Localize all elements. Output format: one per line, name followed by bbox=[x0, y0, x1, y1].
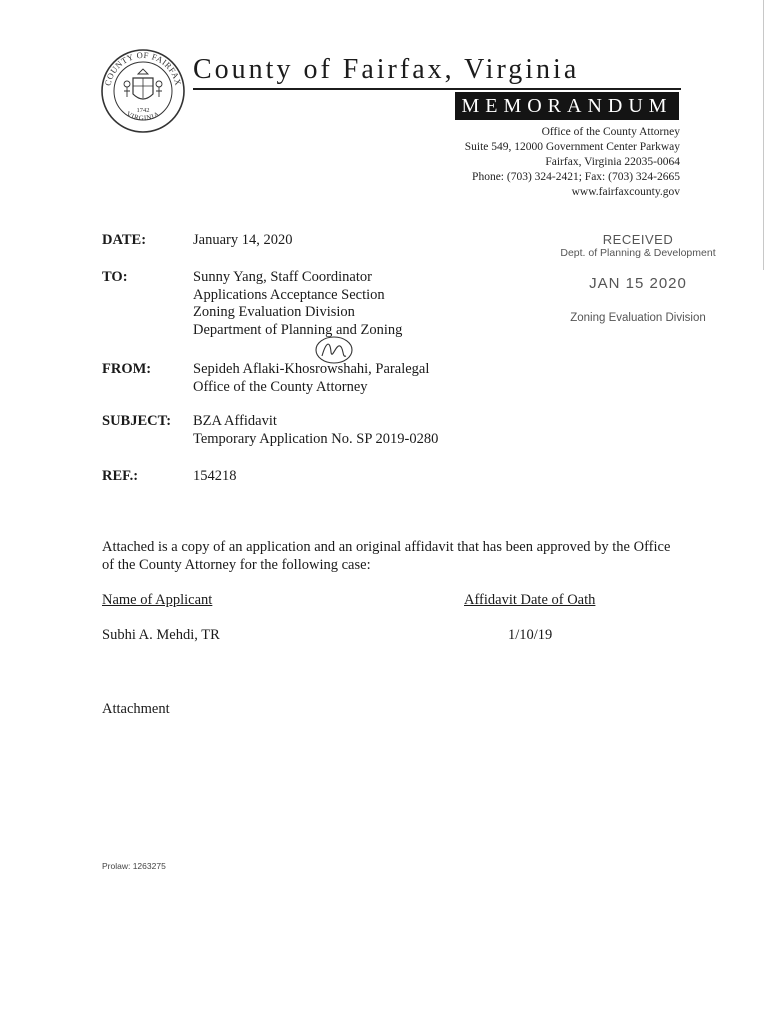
stamp-division: Zoning Evaluation Division bbox=[570, 312, 706, 324]
from-line: Sepideh Aflaki-Khosrowshahi, Paralegal bbox=[193, 361, 430, 377]
office-address-block bbox=[465, 125, 680, 200]
stamp-date: JAN 15 2020 bbox=[589, 275, 687, 292]
stamp-department: Dept. of Planning & Development bbox=[560, 247, 716, 259]
date-value: January 14, 2020 bbox=[193, 232, 293, 248]
applicant-name-value: Subhi A. Mehdi, TR bbox=[102, 627, 220, 643]
ref-value: 154218 bbox=[193, 468, 237, 484]
office-city: Fairfax, Virginia 22035-0064 bbox=[545, 156, 680, 168]
to-label: TO: bbox=[102, 269, 128, 285]
prolaw-reference: Prolaw: 1263275 bbox=[102, 861, 166, 871]
from-label: FROM: bbox=[102, 361, 152, 377]
to-line: Sunny Yang, Staff Coordinator bbox=[193, 269, 372, 285]
scan-edge-line bbox=[763, 0, 764, 270]
attachment-label: Attachment bbox=[102, 701, 170, 717]
ref-label: REF.: bbox=[102, 468, 139, 484]
office-website: www.fairfaxcounty.gov bbox=[571, 186, 680, 198]
seal-emblem bbox=[124, 69, 162, 99]
county-seal-icon bbox=[100, 48, 186, 134]
office-suite: Suite 549, 12000 Government Center Parkway bbox=[464, 141, 680, 153]
applicant-name-header: Name of Applicant bbox=[102, 592, 213, 608]
from-line: Office of the County Attorney bbox=[193, 378, 368, 395]
to-line: Zoning Evaluation Division bbox=[193, 304, 355, 320]
seal-year: 1742 bbox=[136, 107, 150, 114]
to-line: Department of Planning and Zoning bbox=[193, 321, 403, 338]
stamp-received: RECEIVED bbox=[602, 232, 674, 247]
subject-block bbox=[193, 413, 438, 448]
received-stamp bbox=[558, 232, 718, 324]
office-name: Office of the County Attorney bbox=[541, 126, 680, 138]
seal-top-text: COUNTY OF FAIRFAX bbox=[102, 49, 184, 87]
title-rule bbox=[193, 88, 681, 90]
memorandum-banner: MEMORANDUM bbox=[455, 92, 679, 120]
to-line: Applications Acceptance Section bbox=[193, 286, 385, 303]
from-block bbox=[193, 361, 429, 396]
to-block bbox=[193, 269, 402, 339]
date-label: DATE: bbox=[102, 232, 147, 248]
subject-label: SUBJECT: bbox=[102, 413, 172, 429]
body-paragraph: Attached is a copy of an application and an original affidavit that has been approved by the Office of the County Attorney for the following case: bbox=[102, 539, 671, 573]
office-phone-fax: Phone: (703) 324-2421; Fax: (703) 324-2665 bbox=[472, 171, 680, 183]
county-title: County of Fairfax, Virginia bbox=[193, 54, 580, 85]
affidavit-date-value: 1/10/19 bbox=[508, 627, 553, 643]
seal-bottom-text: VIRGINIA bbox=[125, 109, 161, 123]
subject-line: BZA Affidavit bbox=[193, 413, 277, 429]
subject-line: Temporary Application No. SP 2019-0280 bbox=[193, 430, 439, 447]
affidavit-date-header: Affidavit Date of Oath bbox=[464, 592, 596, 608]
